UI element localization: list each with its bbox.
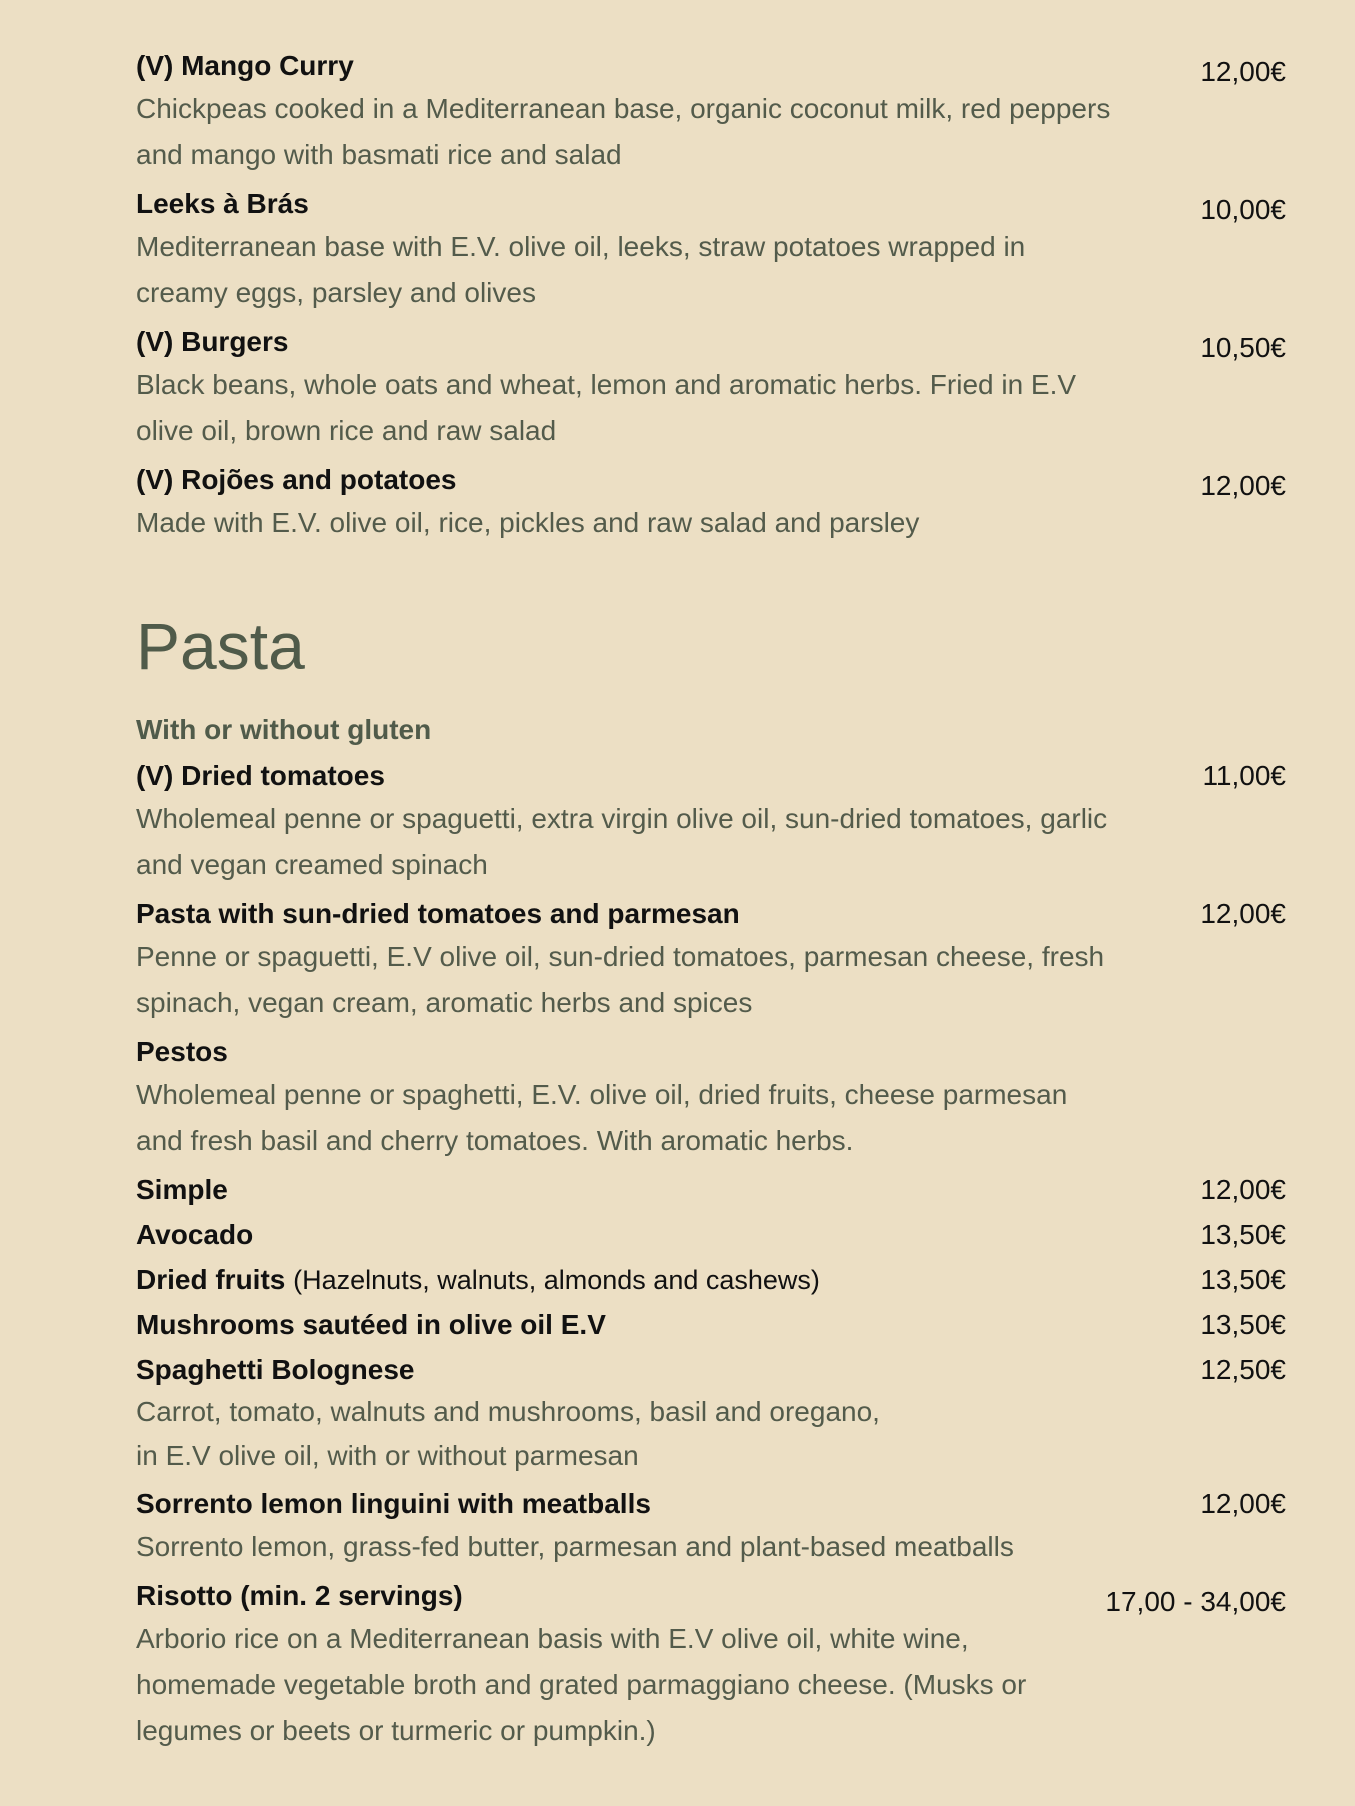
- item-description: Black beans, whole oats and wheat, lemon and aromatic herbs. Fried in E.V olive oil, brown rice and raw salad: [136, 369, 1077, 446]
- item-price: 12,00€: [1200, 56, 1286, 87]
- pesto-option-dried-fruits: [136, 1260, 1286, 1300]
- item-name: Sorrento lemon linguini with meatballs: [136, 1488, 651, 1519]
- item-description: Chickpeas cooked in a Mediterranean base, organic coconut milk, red peppers and mango with basmati rice and salad: [136, 93, 1111, 170]
- menu-item-dried-tomatoes: [136, 756, 1286, 888]
- option-price: 12,00€: [1200, 1174, 1286, 1205]
- section-title-pasta: Pasta: [136, 609, 305, 683]
- item-description-line: Arborio rice on a Mediterranean basis with E.V olive oil, white wine, homemade vegetable broth and grated parmaggiano cheese. (Musks or legumes or beets or turmeric or pumpkin.): [136, 1623, 1027, 1746]
- item-description: Wholemeal penne or spaghetti, E.V. olive oil, dried fruits, cheese parmesan and fresh basil and cherry tomatoes. With aromatic herbs.: [136, 1079, 1068, 1156]
- menu-item-pestos: [136, 1032, 1286, 1164]
- option-price: 13,50€: [1200, 1309, 1286, 1340]
- item-name: Risotto (min. 2 servings): [136, 1580, 463, 1611]
- item-name: Spaghetti Bolognese: [136, 1354, 415, 1385]
- item-price: 12,00€: [1200, 898, 1286, 929]
- item-description-line: in E.V olive oil, with or without parmesan: [136, 1440, 639, 1471]
- item-description: Penne or spaguetti, E.V olive oil, sun-dried tomatoes, parmesan cheese, fresh spinach, vegan cream, aromatic herbs and spices: [136, 941, 1105, 1018]
- option-name: Simple: [136, 1174, 228, 1205]
- menu-page: [136, 46, 1286, 1760]
- item-description: Made with E.V. olive oil, rice, pickles and raw salad and parsley: [136, 507, 920, 538]
- option-price: 13,50€: [1200, 1264, 1286, 1295]
- item-description-line: Sorrento lemon, grass-fed butter, parmesan and plant-based meatballs: [136, 1531, 1014, 1562]
- item-description: Wholemeal penne or spaguetti, extra virgin olive oil, sun-dried tomatoes, garlic and vegan creamed spinach: [136, 803, 1108, 880]
- item-name: (V) Burgers: [136, 326, 289, 357]
- item-name: Leeks à Brás: [136, 188, 309, 219]
- item-name: (V) Mango Curry: [136, 50, 354, 81]
- item-price: 17,00 - 34,00€: [1105, 1586, 1286, 1617]
- section-subtitle: With or without gluten: [136, 714, 432, 745]
- item-name: Pestos: [136, 1036, 228, 1067]
- item-price: 12,00€: [1200, 1488, 1286, 1519]
- menu-item-sun-dried-parmesan: [136, 894, 1286, 1026]
- menu-item-bolognese: [136, 1350, 1286, 1478]
- option-name: Dried fruits: [136, 1264, 286, 1295]
- menu-item-sorrento-linguini: [136, 1484, 1286, 1570]
- pesto-option-simple: [136, 1170, 1286, 1210]
- menu-item-rojoes: [136, 460, 1286, 546]
- menu-item-mango-curry: [136, 46, 1286, 178]
- item-description-line: Carrot, tomato, walnuts and mushrooms, basil and oregano,: [136, 1396, 880, 1427]
- item-price: 12,00€: [1200, 470, 1286, 501]
- option-note: (Hazelnuts, walnuts, almonds and cashews): [293, 1265, 820, 1295]
- option-name: Avocado: [136, 1219, 254, 1250]
- pesto-option-mushrooms: [136, 1305, 1286, 1345]
- item-price: 10,00€: [1200, 194, 1286, 225]
- pesto-option-avocado: [136, 1215, 1286, 1255]
- item-price: 12,50€: [1200, 1354, 1286, 1385]
- item-name: (V) Dried tomatoes: [136, 760, 385, 791]
- menu-item-leeks: [136, 184, 1286, 316]
- option-name: Mushrooms sautéed in olive oil E.V: [136, 1309, 606, 1340]
- item-price: 11,00€: [1202, 760, 1286, 791]
- menu-item-risotto: [136, 1576, 1286, 1754]
- menu-item-burgers: [136, 322, 1286, 454]
- item-price: 10,50€: [1200, 332, 1286, 363]
- item-description: Mediterranean base with E.V. olive oil, leeks, straw potatoes wrapped in creamy eggs, parsley and olives: [136, 231, 1026, 308]
- item-name: Pasta with sun-dried tomatoes and parmesan: [136, 898, 740, 929]
- item-name: (V) Rojões and potatoes: [136, 464, 457, 495]
- option-price: 13,50€: [1200, 1219, 1286, 1250]
